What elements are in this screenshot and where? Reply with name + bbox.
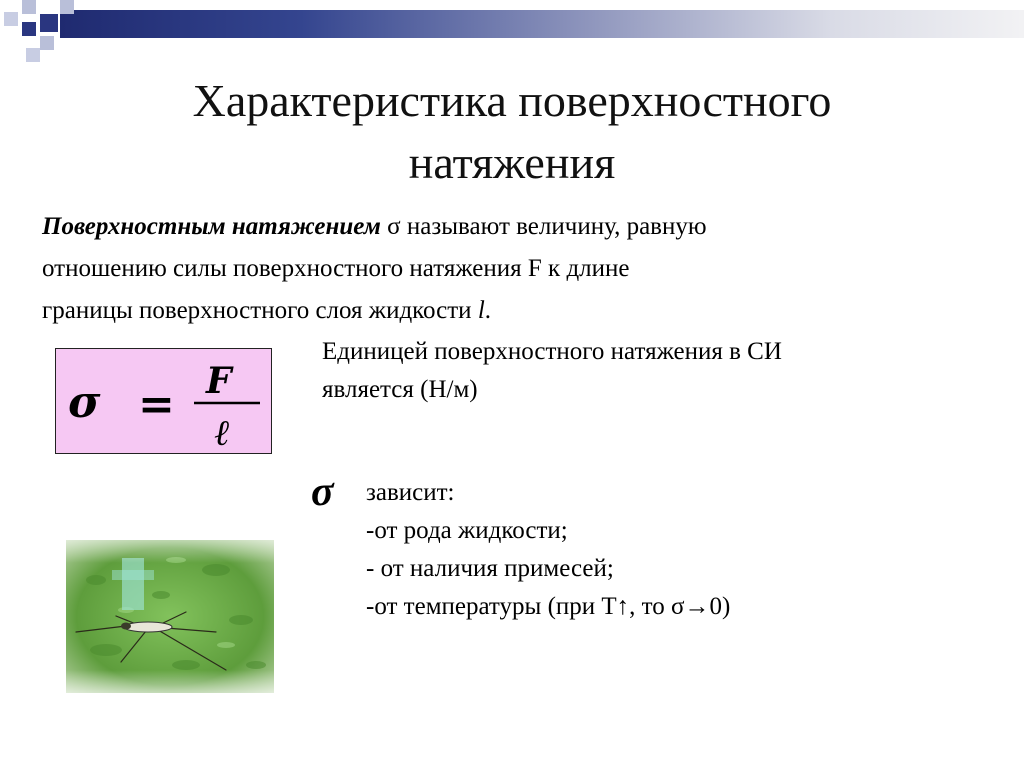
definition-period: . — [484, 297, 492, 324]
deco-square — [26, 48, 40, 62]
formula-denominator: ℓ — [214, 413, 229, 453]
deco-square — [40, 36, 54, 50]
unit-line-2: является (Н/м) — [322, 376, 478, 403]
depends-item: -от рода жидкости; — [366, 517, 568, 544]
header-gradient-band — [60, 10, 1024, 38]
definition-rest: называют величину, равную — [406, 213, 707, 240]
depends-item: -от температуры (при Т↑, то σ→0) — [366, 593, 731, 620]
deco-square — [22, 22, 36, 36]
unit-text — [322, 333, 962, 409]
definition-line-3 — [42, 290, 982, 332]
definition-line-2: отношению силы поверхностного натяжения F к длине — [42, 255, 630, 282]
depends-list — [366, 474, 986, 626]
deco-square — [40, 14, 58, 32]
deco-square — [4, 12, 18, 26]
definition-sigma: σ — [387, 213, 401, 240]
formula-box — [55, 348, 272, 454]
formula-sigma: σ — [68, 377, 101, 428]
definition-paragraph — [42, 206, 982, 332]
definition-term: Поверхностным натяжением — [42, 213, 381, 240]
unit-line-1: Единицей поверхностного натяжения в СИ — [322, 338, 782, 365]
definition-line-1 — [42, 206, 982, 248]
depends-item: - от наличия примесей; — [366, 555, 614, 582]
formula-numerator: F — [206, 360, 232, 402]
definition-length-var: l — [477, 297, 485, 324]
definition-line-3-text: границы поверхностного слоя жидкости — [42, 297, 478, 324]
title-line-2: натяжения — [408, 137, 616, 188]
formula-equals: = — [138, 379, 175, 430]
formula-graphic — [56, 349, 271, 453]
title-line-1: Характеристика поверхностного — [192, 75, 832, 126]
deco-square — [22, 0, 36, 14]
depends-sigma-symbol: σ — [311, 469, 334, 515]
depends-head: зависит: — [366, 479, 455, 506]
deco-square — [60, 0, 74, 14]
water-strider-photo — [66, 540, 274, 693]
slide-title — [0, 70, 1024, 194]
